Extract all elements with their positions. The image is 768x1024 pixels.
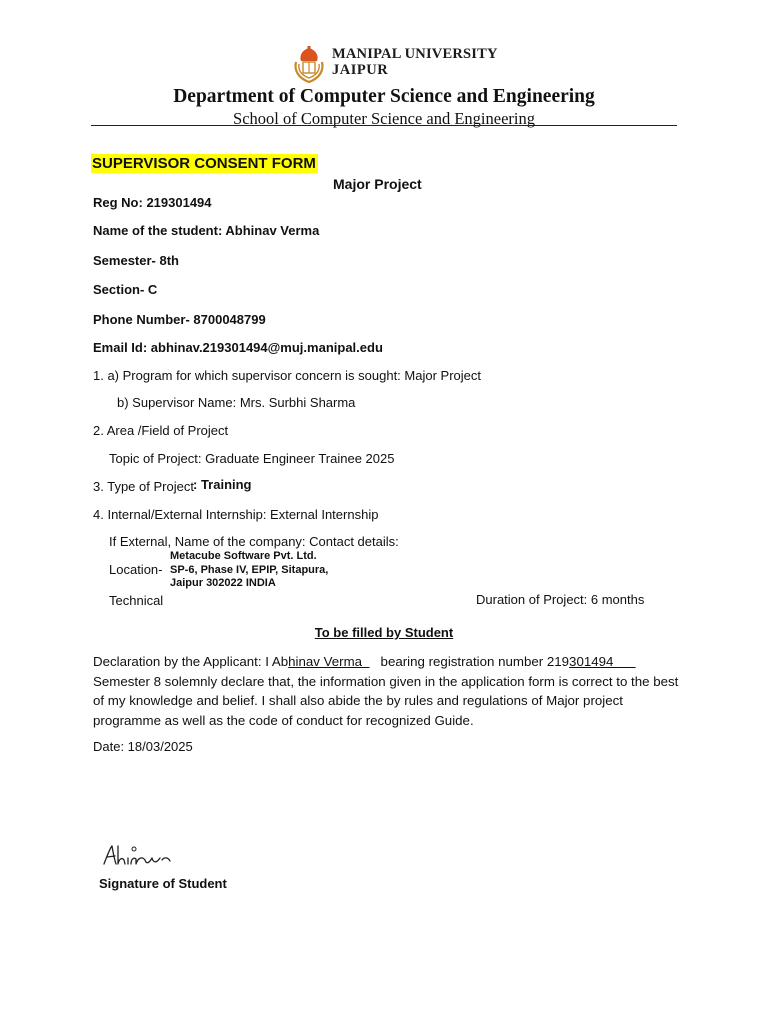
declaration-name-fill: hinav Verma [288,654,370,669]
program-item: 1. a) Program for which supervisor concern is sought: Major Project [93,368,481,383]
project-type-label: 3. Type of Project [93,479,194,494]
school-subtitle: School of Computer Science and Engineering [233,109,535,128]
address-line: SP-6, Phase IV, EPIP, Sitapura, [170,564,329,576]
location-label: Location- [109,562,163,577]
form-subtitle: Major Project [333,176,422,192]
company-name: Metacube Software Pvt. Ltd. [170,550,317,562]
form-title: SUPERVISOR CONSENT FORM [92,155,316,172]
section: Section- C [93,282,158,297]
department-title: Department of Computer Science and Engineering [173,86,595,107]
project-topic: Topic of Project: Graduate Engineer Trainee 2025 [109,451,395,466]
technical-label: Technical [109,593,164,608]
signature-label: Signature of Student [99,876,227,891]
project-duration: Duration of Project: 6 months [476,592,645,607]
university-name-line1: MANIPAL UNIVERSITY [332,46,498,62]
student-section-heading [0,625,768,640]
declaration-reg-fill: 301494 [569,654,636,669]
declaration-date: Date: 18/03/2025 [93,739,193,754]
university-logo [290,44,498,86]
declaration-part3: Semester 8 solemnly declare that, the information given in the application form is correct to the best of my knowledge and belief. I shall also abide the by rules and regulations of Major project programme as well as the code of conduct for recognized Guide. [93,673,679,728]
email-id: Email Id: abhinav.219301494@muj.manipal.edu [93,340,383,355]
university-name-line2: JAIPUR [332,62,389,78]
company-contact-label: If External, Name of the company: Contact details: [109,534,399,549]
declaration-part2: bearing registration number 219 [369,654,570,669]
project-type-value: : Training [193,477,252,492]
header-divider [91,125,677,126]
reg-no: Reg No: 219301494 [93,195,212,210]
supervisor-name: b) Supervisor Name: Mrs. Surbhi Sharma [117,395,356,410]
student-signature [100,838,180,872]
declaration-paragraph [93,652,683,730]
address-city: Jaipur 302022 INDIA [170,577,276,589]
signature-image [100,838,180,872]
university-emblem-icon [290,44,328,86]
area-field-item: 2. Area /Field of Project [93,423,229,438]
phone-number: Phone Number- 8700048799 [93,312,266,327]
internship-type: 4. Internal/External Internship: External Internship [93,507,379,522]
semester: Semester- 8th [93,253,179,268]
declaration-part1: Declaration by the Applicant: I Ab [93,654,289,669]
student-name: Name of the student: Abhinav Verma [93,223,320,238]
student-section-heading-text: To be filled by Student [314,625,454,640]
